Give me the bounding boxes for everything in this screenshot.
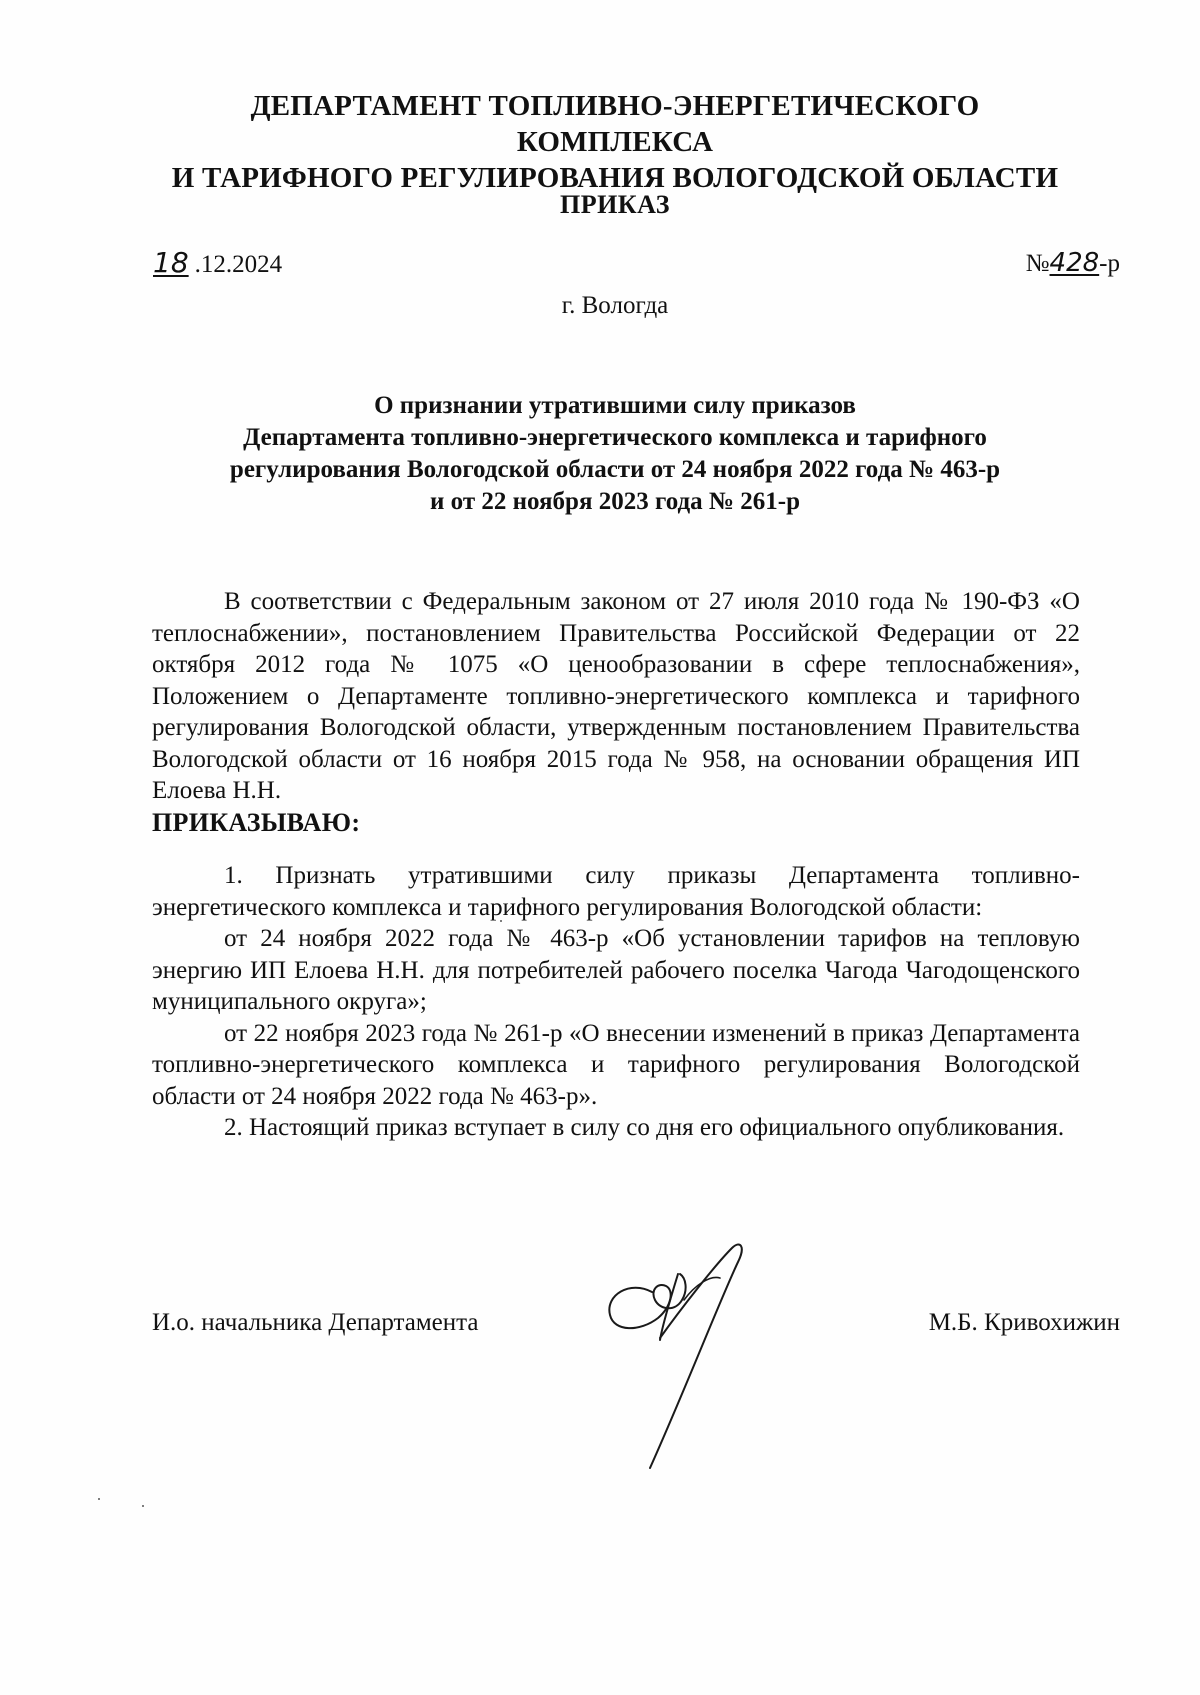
title-line-1: О признании утратившими силу приказов <box>374 392 856 419</box>
department-header <box>150 88 1080 196</box>
title-line-4: и от 22 ноября 2023 года № 261-р <box>430 488 800 515</box>
preamble-paragraph: В соответствии с Федеральным законом от 27 июля 2010 года № 190-ФЗ «О теплоснабжении», постановлением Правительства Российской Федерации от 22 октября 2012 года № 1075 «О ценообразовании в сфере теплоснабжения», Положением о Департаменте топливно-энергетического комплекса и тарифного регулирования Вологодской области, утвержденным постановлением Правительства Вологодской области от 16 ноября 2015 года № 958, на основании обращения ИП Елоева Н.Н. <box>152 588 1080 804</box>
item-1b: от 22 ноября 2023 года № 261-р «О внесении изменений в приказ Департамента топливно-энергетического комплекса и тарифного регулирования Вологодской области от 24 ноября 2022 года № 463-р». <box>152 1019 1080 1110</box>
handwritten-signature <box>600 1240 800 1470</box>
handwritten-day: 18 <box>153 246 189 279</box>
title-line-2: Департамента топливно-энергетического комплекса и тарифного <box>243 424 987 451</box>
item-2: 2. Настоящий приказ вступает в силу со дня его официального опубликования. <box>224 1114 1065 1141</box>
scan-speck <box>142 1505 144 1507</box>
number-prefix: № <box>1025 250 1050 277</box>
item-1: 1. Признать утратившими силу приказы Департамента топливно-энергетического комплекса и тарифного регулирования Вологодской области: <box>152 862 1080 921</box>
order-date <box>153 248 282 280</box>
signatory-position: И.о. начальника Департамента <box>152 1309 479 1336</box>
order-body <box>152 586 1080 1144</box>
handwritten-number: 428 <box>1049 248 1100 278</box>
signatory-name: М.Б. Кривохижин <box>928 1309 1120 1336</box>
scan-speck <box>98 1498 100 1500</box>
city: г. Вологда <box>561 292 669 319</box>
order-word: ПРИКАЗЫВАЮ: <box>152 807 361 837</box>
order-number <box>1026 248 1120 279</box>
scan-speck <box>500 920 502 922</box>
title-line-3: регулирования Вологодской области от 24 ноября 2022 года № 463-р <box>229 456 1001 483</box>
header-line-2: И ТАРИФНОГО РЕГУЛИРОВАНИЯ ВОЛОГОДСКОЙ ОБЛАСТИ <box>171 162 1059 194</box>
order-title <box>150 390 1080 518</box>
date-rest: .12.2024 <box>194 251 283 278</box>
number-suffix: -р <box>1099 250 1120 277</box>
item-1a: от 24 ноября 2022 года № 463-р «Об установлении тарифов на тепловую энергию ИП Елоева Н.Н. для потребителей рабочего поселка Чагода Чагодощенского муниципального округа»; <box>152 925 1080 1015</box>
document-type: ПРИКАЗ <box>559 190 671 219</box>
header-line-1: ДЕПАРТАМЕНТ ТОПЛИВНО-ЭНЕРГЕТИЧЕСКОГО КОМПЛЕКСА <box>250 90 980 158</box>
